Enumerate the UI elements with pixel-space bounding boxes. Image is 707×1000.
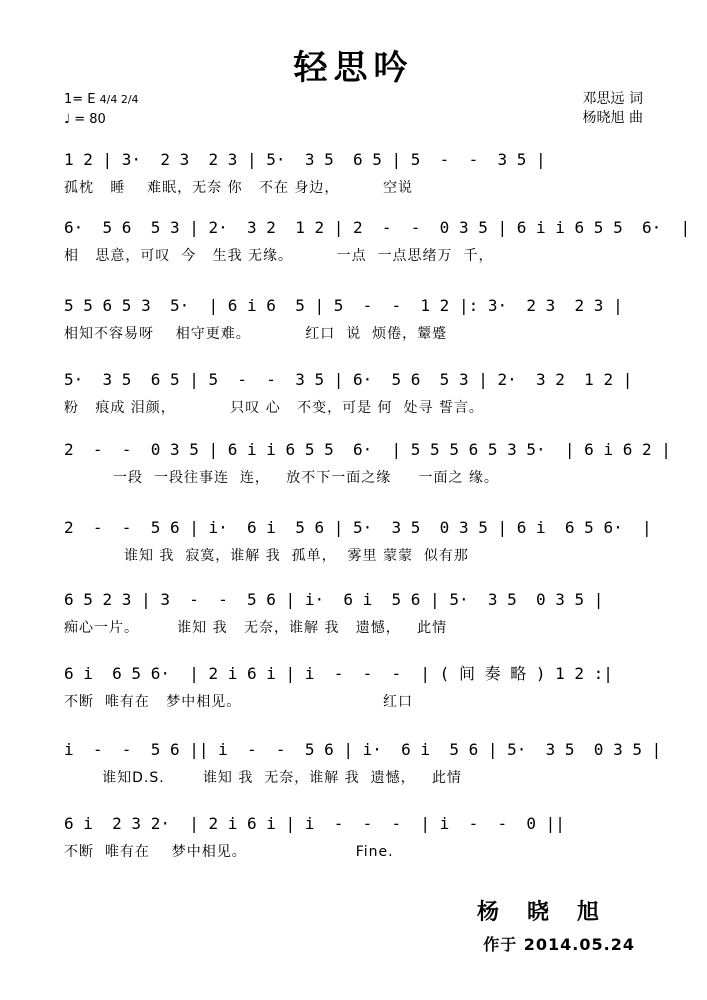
notation-line: 2 - - 5 6 | i· 6 i 5 6 | 5· 3 5 0 3 5 | 6 i 6 5 6· | <box>64 518 652 537</box>
composer: 杨晓旭 曲 <box>582 110 643 126</box>
score-system <box>64 518 654 566</box>
lyric-line: 一段 一段往事连 连， 放不下一面之缘 一面之 缘。 <box>64 470 499 486</box>
notation-line: 2 - - 0 3 5 | 6 i i 6 5 5 6· | 5 5 5 6 5 3 5· | 6 i 6 2 | <box>64 440 671 459</box>
notation-line: i - - 5 6 || i - - 5 6 | i· 6 i 5 6 | 5· 3 5 0 3 5 | <box>64 740 662 759</box>
tempo-marking: ♩ = 80 <box>64 112 106 127</box>
notation-line: 6 5 2 3 | 3 - - 5 6 | i· 6 i 5 6 | 5· 3 5 0 3 5 | <box>64 590 604 609</box>
lyric-line: 相 思意，可叹 今 生我 无缘。 一点 一点思绪万 千， <box>64 248 494 264</box>
score-system <box>64 150 654 198</box>
score-system <box>64 296 654 344</box>
signature-name: 杨晓旭 <box>476 900 627 925</box>
key-label: 1= E <box>64 92 96 107</box>
lyric-line: 谁知 我 寂寞，谁解 我 孤单， 雾里 蒙蒙 似有那 <box>64 548 469 564</box>
lyricist: 邓思远 词 <box>582 91 643 107</box>
credits <box>583 90 643 128</box>
lyric-line: 谁知D.S. 谁知 我 无奈，谁解 我 遗憾， 此情 <box>64 770 462 786</box>
notation-line: 5· 3 5 6 5 | 5 - - 3 5 | 6· 5 6 5 3 | 2· 3 2 1 2 | <box>64 370 633 389</box>
notation-line: 6 i 2 3 2· | 2 i 6 i | i - - - | i - - 0 || <box>64 814 565 833</box>
score-system <box>64 218 691 266</box>
lyric-line: 不断 唯有在 梦中相见。 红口 <box>64 694 413 710</box>
song-title: 轻思吟 <box>293 48 414 88</box>
lyric-line: 不断 唯有在 梦中相见。 Fine. <box>64 844 394 860</box>
key-signature <box>64 92 139 107</box>
score-system <box>64 664 654 712</box>
score-system <box>64 590 654 638</box>
score-system <box>64 370 654 418</box>
signature-date: 作于 2014.05.24 <box>483 935 635 954</box>
lyric-line: 相知不容易呀 相守更难。 红口 说 烦倦，颦蹙 <box>64 326 448 342</box>
score-system <box>64 814 654 862</box>
lyric-line: 孤枕 睡 难眠，无奈 你 不在 身边， 空说 <box>64 180 414 196</box>
notation-line: 6 i 6 5 6· | 2 i 6 i | i - - - | ( 间 奏 略 ) 1 2 :| <box>64 664 613 683</box>
lyric-line: 粉 痕成 泪颜， 只叹 心 不变，可是 何 处寻 誓言。 <box>64 400 484 416</box>
score-system <box>64 440 671 488</box>
notation-line: 5 5 6 5 3 5· | 6 i 6 5 | 5 - - 1 2 |: 3· 2 3 2 3 | <box>64 296 623 315</box>
time-signature: 4/4 2/4 <box>99 93 139 106</box>
notation-line: 1 2 | 3· 2 3 2 3 | 5· 3 5 6 5 | 5 - - 3 5 | <box>64 150 546 169</box>
notation-line: 6· 5 6 5 3 | 2· 3 2 1 2 | 2 - - 0 3 5 | 6 i i 6 5 5 6· | <box>64 218 691 237</box>
score-system <box>64 740 662 788</box>
lyric-line: 痴心一片。 谁知 我 无奈，谁解 我 遗憾， 此情 <box>64 620 448 636</box>
